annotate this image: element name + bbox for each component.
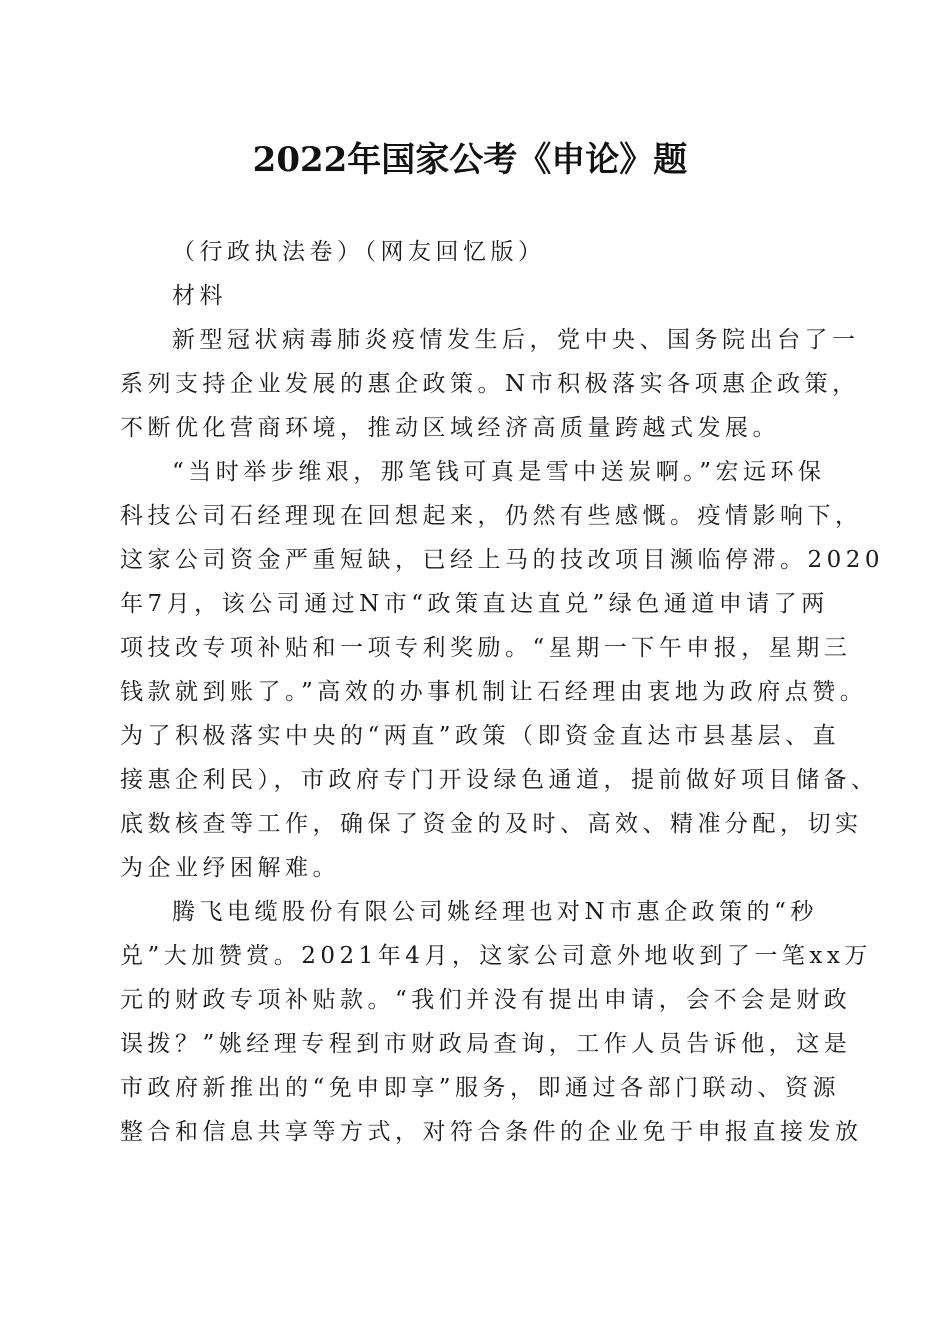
page-title: 2022年国家公考《申论》题: [252, 140, 688, 180]
paragraph-line: 年7月，该公司通过N市“政策直达直兑”绿色通道申请了两: [120, 591, 829, 617]
paragraph-line: 兑”大加赞赏。2021年4月，这家公司意外地收到了一笔xx万: [120, 943, 872, 969]
paragraph-line: 为企业纾困解难。: [120, 855, 340, 881]
paragraph-line: 不断优化营商环境，推动区域经济高质量跨越式发展。: [120, 415, 780, 441]
paragraph-line: 为了积极落实中央的“两直”政策（即资金直达市县基层、直: [120, 723, 841, 749]
paragraph-line: 接惠企利民），市政府专门开设绿色通道，提前做好项目储备、: [120, 767, 879, 793]
document-body: [120, 230, 885, 1154]
paragraph-3: [120, 890, 872, 1154]
paragraph-line: 整合和信息共享等方式，对符合条件的企业免于申报直接发放: [120, 1119, 863, 1145]
paragraph-line: 这家公司资金严重短缺，已经上马的技改项目濒临停滞。2020: [120, 547, 885, 573]
paragraph-line: 新型冠状病毒肺炎疫情发生后，党中央、国务院出台了一: [172, 327, 860, 353]
paragraph-line: 误拨？”姚经理专程到市财政局查询，工作人员告诉他，这是: [120, 1031, 852, 1057]
paragraph-line: 钱款就到账了。”高效的办事机制让石经理由衷地为政府点赞。: [120, 679, 868, 705]
paragraph-line: 市政府新推出的“免申即享”服务，即通过各部门联动、资源: [120, 1075, 841, 1101]
paragraph-line: 底数核查等工作，确保了资金的及时、高效、精准分配，切实: [120, 811, 863, 837]
paragraph-line: 项技改专项补贴和一项专利奖励。“星期一下午申报，星期三: [120, 635, 852, 661]
paragraph-2: [120, 450, 885, 890]
paragraph-line: 腾飞电缆股份有限公司姚经理也对N市惠企政策的“秒: [172, 899, 818, 925]
paragraph-1: [120, 318, 860, 450]
paragraph-line: 元的财政专项补贴款。“我们并没有提出申请，会不会是财政: [120, 987, 852, 1013]
paragraph-line: 科技公司石经理现在回想起来，仍然有些感慨。疫情影响下，: [120, 503, 863, 529]
paragraph-line: “当时举步维艰，那笔钱可真是雪中送炭啊。”宏远环保: [172, 459, 826, 485]
paragraph-line: 系列支持企业发展的惠企政策。N市积极落实各项惠企政策，: [120, 371, 860, 397]
section-label: 材料: [172, 283, 227, 309]
subtitle: （行政执法卷）（网友回忆版）: [172, 239, 546, 265]
